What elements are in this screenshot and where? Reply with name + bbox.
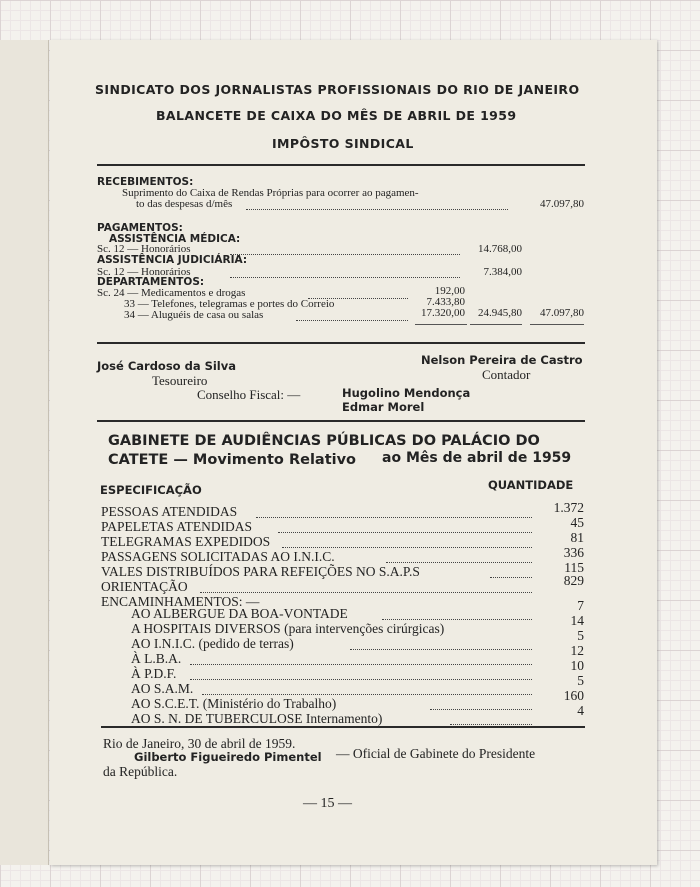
leader-dots: [450, 724, 532, 725]
list-item: AO S.C.E.T. (Ministério do Trabalho): [131, 696, 337, 711]
recebimentos-label: RECEBIMENTOS:: [97, 176, 194, 188]
leader-dots: [490, 577, 532, 578]
leader-dots: [200, 592, 532, 593]
judiciaria-value: 7.384,00: [483, 266, 522, 278]
section-rule: [97, 420, 585, 422]
list-value: 5: [577, 673, 584, 688]
medica-value: 14.768,00: [478, 243, 522, 255]
list-value: 10: [570, 658, 584, 673]
departamento-value: 7.433,80: [426, 296, 465, 308]
list-value: 336: [563, 545, 584, 560]
leader-dots: [256, 517, 532, 518]
list-value: 14: [570, 613, 584, 628]
list-item: AO S.A.M.: [131, 681, 194, 696]
leader-dots: [350, 649, 532, 650]
leader-dots: [382, 619, 532, 620]
fiscal-name: Edmar Morel: [342, 400, 425, 414]
encaminhamentos-label: ENCAMINHAMENTOS: —: [101, 594, 260, 609]
signer-name: José Cardoso da Silva: [97, 359, 236, 373]
gabinete-title: GABINETE DE AUDIÊNCIAS PÚBLICAS DO PALÁCIO DO: [108, 433, 540, 449]
list-item: VALES DISTRIBUÍDOS PARA REFEIÇÕES NO S.A.P.S: [101, 564, 420, 579]
leader-dots: [278, 532, 532, 533]
leader-dots: [230, 277, 460, 278]
departamento-item: 33 — Telefones, telegramas e portes do Correio: [124, 298, 335, 310]
list-item: PASSAGENS SOLICITADAS AO I.N.I.C.: [101, 549, 335, 564]
signer-role: Tesoureiro: [152, 373, 208, 388]
list-value: 1.372: [553, 500, 584, 515]
recebimentos-value: 47.097,80: [540, 198, 584, 210]
footer-role: — Oficial de Gabinete do Presidente: [336, 746, 536, 761]
list-value: 45: [570, 515, 584, 530]
list-value: 160: [563, 688, 584, 703]
medica-item: Sc. 12 — Honorários: [97, 243, 191, 255]
pagamentos-label: PAGAMENTOS:: [97, 222, 183, 234]
leader-dots: [190, 679, 532, 680]
judiciaria-item: Sc. 12 — Honorários: [97, 266, 191, 278]
departamento-item: Sc. 24 — Medicamentos e drogas: [97, 287, 246, 299]
col-quantidade: QUANTIDADE: [488, 478, 574, 492]
signer-name: Nelson Pereira de Castro: [421, 353, 583, 367]
gabinete-month: ao Mês de abril de 1959: [382, 450, 572, 466]
footer-date: Rio de Janeiro, 30 de abril de 1959.: [103, 736, 296, 751]
leader-dots: [190, 664, 532, 665]
leader-dots: [430, 709, 532, 710]
union-title: SINDICATO DOS JORNALISTAS PROFISSIONAIS DO RIO DE JANEIRO: [95, 82, 580, 97]
assistencia-judiciaria-label: ASSISTÊNCIA JUDICIÁRIA:: [97, 254, 248, 266]
list-item: PESSOAS ATENDIDAS: [101, 504, 238, 519]
leader-dots: [246, 209, 508, 210]
list-value: 81: [570, 530, 584, 545]
list-item: TELEGRAMAS EXPEDIDOS: [101, 534, 271, 549]
list-item: ORIENTAÇÃO: [101, 579, 188, 594]
footer-role-2: da República.: [103, 764, 178, 779]
fiscal-name: Hugolino Mendonça: [342, 386, 471, 400]
page-number: — 15 —: [303, 796, 352, 811]
list-value: 7: [577, 598, 584, 613]
header-rule: [97, 164, 585, 166]
departamento-item: 34 — Aluguéis de casa ou salas: [124, 309, 264, 321]
list-item: AO I.N.I.C. (pedido de terras): [131, 636, 294, 651]
leader-dots: [282, 547, 532, 548]
leader-dots: [386, 562, 532, 563]
assistencia-medica-label: ASSISTÊNCIA MÉDICA:: [109, 233, 241, 245]
departamentos-label: DEPARTAMENTOS:: [97, 276, 205, 288]
departamento-value: 17.320,00: [421, 307, 465, 319]
sum-underline: [415, 324, 467, 325]
list-item: A HOSPITAIS DIVERSOS (para intervenções cirúrgicas): [131, 621, 445, 636]
signer-role: Contador: [482, 367, 531, 382]
list-value: 5: [577, 628, 584, 643]
leader-dots: [296, 320, 408, 321]
section-rule: [101, 726, 585, 728]
section-rule: [97, 342, 585, 344]
sum-underline: [470, 324, 522, 325]
gabinete-title-2: CATETE — Movimento Relativo: [108, 452, 357, 468]
col-especificacao: ESPECIFICAÇÃO: [100, 483, 202, 497]
leader-dots: [230, 254, 460, 255]
sum-underline: [530, 324, 584, 325]
recebimentos-text-2: to das despesas d/mês: [136, 198, 233, 210]
recebimentos-text-1: Suprimento do Caixa de Rendas Próprias para ocorrer ao pagamen-: [122, 187, 419, 199]
leader-dots: [202, 694, 532, 695]
footer-name: Gilberto Figueiredo Pimentel: [134, 750, 322, 764]
pagamentos-subtotal: 24.945,80: [478, 307, 522, 319]
list-item: À L.B.A.: [131, 651, 182, 666]
tax-title: IMPÔSTO SINDICAL: [272, 136, 414, 151]
previous-page-edge: [0, 40, 49, 865]
document-page: [50, 40, 657, 865]
list-item: AO S. N. DE TUBERCULOSE Internamento): [131, 711, 383, 726]
pagamentos-total: 47.097,80: [540, 307, 584, 319]
list-item: À P.D.F.: [131, 666, 177, 681]
list-value: 829: [563, 573, 584, 588]
list-value: 4: [577, 703, 584, 718]
departamento-value: 192,00: [434, 285, 465, 297]
list-value: 12: [570, 643, 584, 658]
balance-title: BALANCETE DE CAIXA DO MÊS DE ABRIL DE 1959: [156, 108, 517, 123]
list-value: 115: [564, 560, 584, 575]
list-item: AO ALBERGUE DA BOA-VONTADE: [131, 606, 348, 621]
list-item: PAPELETAS ATENDIDAS: [101, 519, 253, 534]
conselho-fiscal-label: Conselho Fiscal: —: [197, 387, 301, 402]
